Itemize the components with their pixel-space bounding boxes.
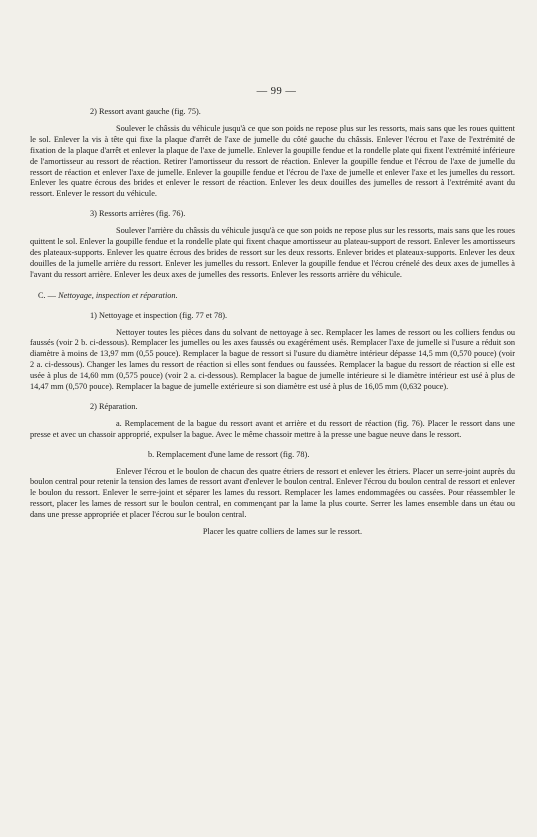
section-heading-leaf-replacement: b. Remplacement d'une lame de ressort (fig. 78). [148, 449, 310, 459]
section-title: Nettoyage, inspection et réparation. [58, 290, 178, 300]
page-number: — 99 — [256, 86, 297, 97]
paragraph-inspection: Nettoyer toutes les pièces dans du solvant de nettoyage à sec. Remplacer les lames de ressort ou les colliers fendus ou faussés (voir 2 b. ci-dessous). Remplacer les jumelles ou les axes faussés ou exagérément usés. Remplacer l'axe de jumelle si l'usure a réduit son diamètre à moins de 13,97 mm (0,55 pouce). Remplacer la bague de ressort si l'usure du diamètre intérieur dépasse 14,5 mm (0,570 pouce) (voir 2 a. ci-dessous). Changer les lames du ressort de réaction si elles sont fendues ou faussées. Remplacer la bague du ressort de réaction si elle est usée à plus de 14,60 mm (0,575 pouce) (voir 2 a. ci-dessous). Remplacer la bague de jumelle intérieure si le diamètre intérieur est usé à plus de 14,47 mm (0,570 pouce). Remplacer la bague de jumelle extérieure si son diamètre est usé à plus de 16,05 mm (0,632 pouce). [30, 327, 515, 392]
section-heading-front-left-spring: 2) Ressort avant gauche (fig. 75). [90, 107, 201, 116]
section-heading-inspection: 1) Nettoyage et inspection (fig. 77 et 78). [90, 310, 228, 320]
paragraph-front-left-spring: Soulever le châssis du véhicule jusqu'à ce que son poids ne repose plus sur les ressorts, mais sans que les roues quittent le sol. Enlever la vis à tête qui fixe la plaque d'arrêt de l'axe de jumelle du côté gauche du châssis. Enlever l'écrou et l'axe de l'extrémité de fixation de la plaque d'arrêt et enlever la plaque de l'axe de jumelle. Enlever la goupille fendue et la rondelle plate qui fixent l'extrémité inférieure de l'amortisseur au ressort de réaction. Retirer l'amortisseur du ressort de réaction. Enlever la goupille fendue et l'écrou de l'axe de jumelle du ressort de réaction et enlever l'axe de jumelle. Enlever la goupille fendue et l'écrou de l'axe de jumelle et enlever l'axe et les jumelles du ressort. Enlever les quatre écrous des brides et enlever le ressort de réaction. Enlever les deux douilles des jumelles de ressort à l'extrémité avant du ressort. Enlever le ressort du véhicule. [30, 123, 515, 199]
section-heading-repair: 2) Réparation. [90, 401, 138, 411]
paragraph-rear-springs: Soulever l'arrière du châssis du véhicule jusqu'à ce que son poids ne repose plus sur les ressorts, mais sans que les roues quittent le sol. Enlever la goupille fendue et la rondelle plate qui fixent chaque amortisseur au plateau-support de ressort. Enlever les amortisseurs des plateaux-supports. Enlever les quatre écrous des brides de ressort sur les deux ressorts. Enlever brides et plateaux-supports. Enlever les deux douilles de la jumelle arrière du ressort. Enlever les jumelles du ressort. Enlever la goupille fendue et l'écrou crénelé des deux axes de jumelles à l'avant du ressort arrière. Enlever les deux axes de jumelles des ressorts. Enlever les ressorts arrière du véhicule. [30, 226, 515, 279]
section-heading-cleaning [38, 291, 515, 302]
paragraph-final-step: Placer les quatre colliers de lames sur le ressort. [202, 527, 363, 537]
paragraph-bushing-replacement: a. Remplacement de la bague du ressort avant et arrière et du ressort de réaction (fig. 76). Placer le ressort dans une presse et avec un chassoir approprié, expulser la bague. Avec le même chassoir mettre à la presse une bague neuve dans le ressort. [30, 418, 515, 439]
section-heading-rear-springs: 3) Ressorts arrières (fig. 76). [90, 209, 186, 219]
paragraph-leaf-replacement: Enlever l'écrou et le boulon de chacun des quatre étriers de ressort et enlever les étriers. Placer un serre-joint auprès du boulon central pour retenir la tension des lames de ressort avant d'enlever le boulon central. Enlever l'écrou du boulon central de ressort et enlever le boulon du ressort. Enlever le serre-joint et séparer les lames du ressort. Remplacer les lames endommagées ou cassées. Pour réassembler le ressort, placer les lames de ressort sur le boulon central, en commençant par la lame la plus courte. Serrer les lames ensemble dans un étau ou dans une presse appropriée et placer l'écrou sur le boulon central. [30, 466, 515, 520]
section-letter: C. — [38, 290, 56, 300]
